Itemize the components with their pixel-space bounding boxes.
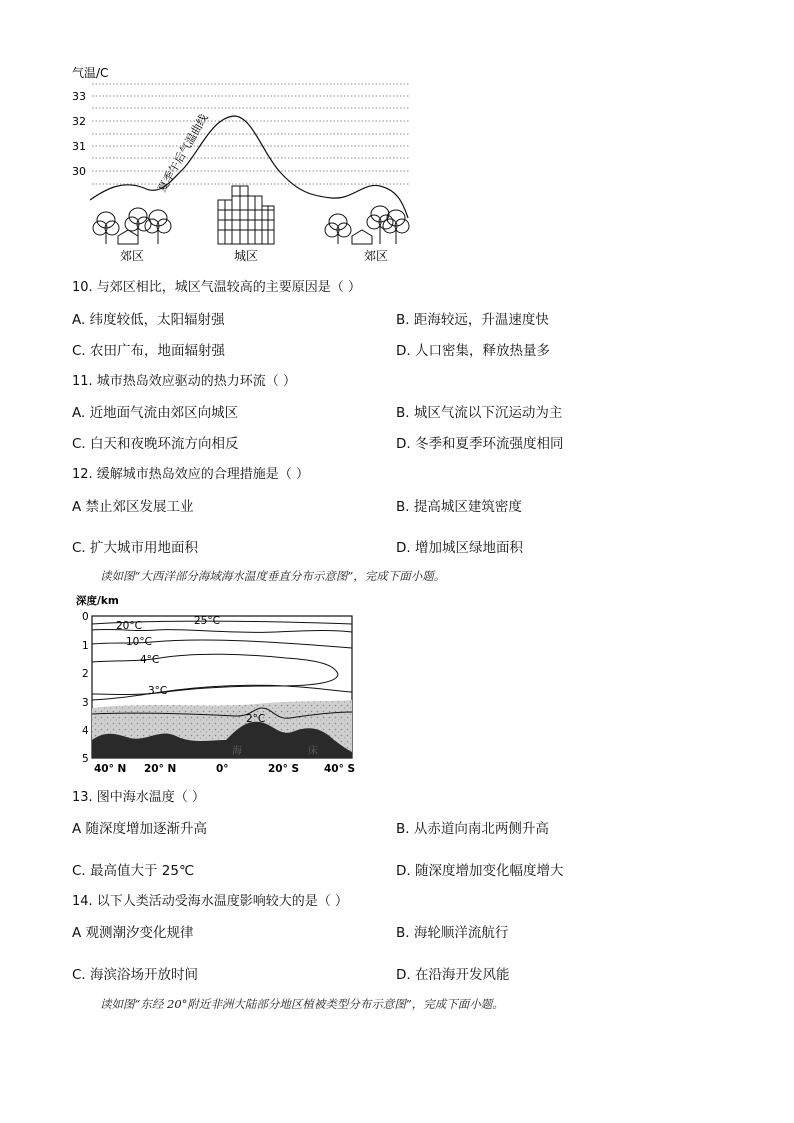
zone-label-city: 城区	[234, 249, 259, 263]
q10-option-a[interactable]: A. 纬度较低，太阳辐射强	[72, 312, 225, 328]
depth-axis-label: 深度/km	[76, 595, 119, 607]
zone-label-right: 郊区	[364, 249, 389, 263]
q13-option-d[interactable]: D. 随深度增加变化幅度增大	[396, 863, 564, 879]
q14-option-b[interactable]: B. 海轮顺洋流航行	[396, 925, 509, 941]
q10-stem: 10. 与郊区相比，城区气温较高的主要原因是（ ）	[72, 280, 361, 295]
gridlines	[92, 84, 410, 184]
depth-tick-4: 4	[82, 725, 89, 737]
lat-tick-40s: 40° S	[324, 763, 356, 775]
q11-option-c[interactable]: C. 白天和夜晚环流方向相反	[72, 436, 239, 452]
q11-option-a[interactable]: A. 近地面气流由郊区向城区	[72, 405, 239, 421]
lat-tick-40n: 40° N	[94, 763, 127, 775]
zone-label-left: 郊区	[120, 249, 145, 263]
heat-island-figure	[62, 60, 422, 266]
seabed-char-1: 海	[232, 746, 242, 757]
isotherm-3c: 3°C	[148, 685, 168, 697]
q14-stem: 14. 以下人类活动受海水温度影响较大的是（ ）	[72, 894, 348, 909]
depth-tick-3: 3	[82, 697, 89, 709]
tick-31: 31	[72, 140, 86, 153]
q12-option-b[interactable]: B. 提高城区建筑密度	[396, 499, 522, 515]
isotherm-4c: 4°C	[140, 654, 160, 666]
depth-tick-0: 0	[82, 611, 89, 623]
isotherm-2c: 2°C	[246, 713, 266, 725]
y-axis-label: 气温/C	[72, 66, 109, 80]
isotherm-20c: 20°C	[116, 620, 142, 632]
q14-option-a[interactable]: A 观测潮汐变化规律	[72, 925, 194, 941]
q13-stem: 13. 图中海水温度（ ）	[72, 790, 205, 805]
q11-option-b[interactable]: B. 城区气流以下沉运动为主	[396, 405, 563, 421]
tick-33: 33	[72, 90, 86, 103]
seabed-char-2: 床	[308, 746, 318, 757]
intro-figure-2: 读如图“大西洋部分海域海水温度垂直分布示意图”，完成下面小题。	[100, 569, 446, 583]
city-buildings	[218, 186, 274, 244]
q11-option-d[interactable]: D. 冬季和夏季环流强度相同	[396, 436, 564, 452]
depth-tick-2: 2	[82, 668, 89, 680]
q14-option-d[interactable]: D. 在沿海开发风能	[396, 967, 510, 983]
q14-option-c[interactable]: C. 海滨浴场开放时间	[72, 967, 199, 983]
isotherm-25c: 25°C	[194, 615, 220, 627]
tick-32: 32	[72, 115, 86, 128]
q10-option-c[interactable]: C. 农田广布，地面辐射强	[72, 343, 226, 359]
q12-stem: 12. 缓解城市热岛效应的合理措施是（ ）	[72, 467, 309, 482]
tick-30: 30	[72, 165, 86, 178]
depth-tick-5: 5	[82, 753, 89, 765]
q10-option-d[interactable]: D. 人口密集，释放热量多	[396, 343, 550, 359]
q10-option-b[interactable]: B. 距海较远，升温速度快	[396, 312, 549, 328]
q12-option-d[interactable]: D. 增加城区绿地面积	[396, 540, 523, 556]
q13-option-c[interactable]: C. 最高值大于 25℃	[72, 863, 195, 879]
lat-tick-20s: 20° S	[268, 763, 300, 775]
intro-figure-3: 读如图“东经 20°附近非洲大陆部分地区植被类型分布示意图”，完成下面小题。	[100, 997, 504, 1011]
q12-option-c[interactable]: C. 扩大城市用地面积	[72, 540, 199, 556]
lat-tick-20n: 20° N	[144, 763, 177, 775]
q12-option-a[interactable]: A 禁止郊区发展工业	[72, 499, 194, 515]
ocean-temperature-figure	[76, 590, 366, 776]
depth-tick-1: 1	[82, 640, 89, 652]
q13-option-b[interactable]: B. 从赤道向南北两侧升高	[396, 821, 549, 837]
latitude-ticks	[94, 763, 355, 775]
lat-tick-0: 0°	[216, 763, 229, 775]
q13-option-a[interactable]: A 随深度增加逐渐升高	[72, 821, 208, 837]
curve-label: 夏季午后气温曲线	[155, 111, 211, 195]
left-suburb-trees	[93, 208, 171, 244]
isotherm-10c: 10°C	[126, 636, 152, 648]
right-suburb-trees	[325, 206, 409, 244]
q11-stem: 11. 城市热岛效应驱动的热力环流（ ）	[72, 374, 296, 389]
depth-ticks	[82, 611, 89, 765]
